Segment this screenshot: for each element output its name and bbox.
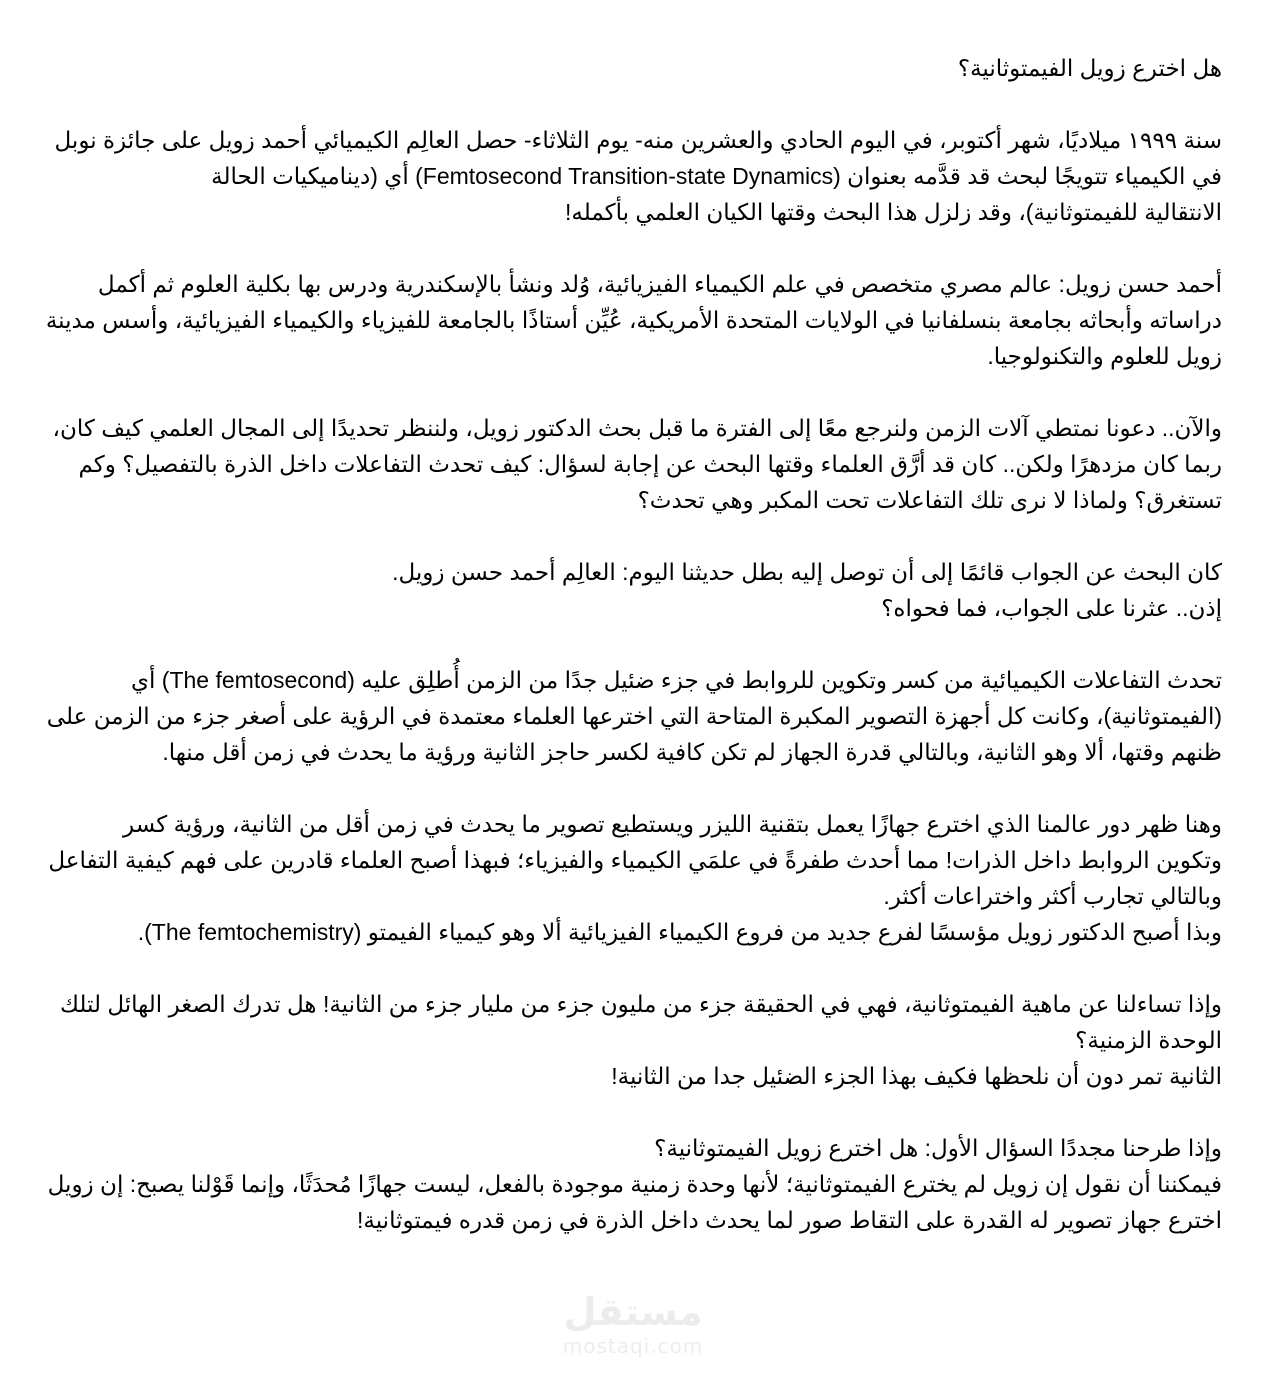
paragraph-line: وتكوين الروابط داخل الذرات! مما أحدث طفرةً في علمَي الكيمياء والفيزياء؛ فبهذا أصبح العلماء قادرين على فهم كيفية التفاعل <box>48 847 1222 873</box>
watermark-domain-text: mostaqi.com <box>562 1334 704 1358</box>
paragraph-line: الوحدة الزمنية؟ <box>1075 1027 1222 1053</box>
paragraph-line: والآن.. دعونا نمتطي آلات الزمن ولنرجع معًا إلى الفترة ما قبل بحث الدكتور زويل، ولننظر تحديدًا إلى المجال العلمي كيف كان، <box>52 415 1222 441</box>
paragraph-line: الثانية تمر دون أن نلحظها فكيف بهذا الجزء الضئيل جدا من الثانية! <box>611 1063 1222 1089</box>
paragraph-line: (الفيمتوثانية)، وكانت كل أجهزة التصوير المكبرة المتاحة التي اخترعها العلماء معتمدة في الرؤية على أصغر جزء من الزمن على <box>46 703 1222 729</box>
paragraph-line: زويل للعلوم والتكنولوجيا. <box>987 343 1222 369</box>
paragraph-line: وإذا طرحنا مجددًا السؤال الأول: هل اخترع زويل الفيمتوثانية؟ <box>654 1135 1222 1161</box>
paragraph-line: كان البحث عن الجواب قائمًا إلى أن توصل إليه بطل حديثنا اليوم: العالِم أحمد حسن زويل. <box>392 559 1222 585</box>
watermark-logo <box>548 1290 718 1370</box>
document-title: هل اخترع زويل الفيمتوثانية؟ <box>957 55 1222 81</box>
paragraph-line: اخترع جهاز تصوير له القدرة على التقاط صور لما يحدث داخل الذرة في زمن قدره فيمتوثانية! <box>357 1207 1222 1233</box>
paragraph-line: تحدث التفاعلات الكيميائية من كسر وتكوين للروابط في جزء ضئيل جدًا من الزمن أُطلِق عليه (The femtosecond) أي <box>131 667 1222 693</box>
paragraph-line: سنة ١٩٩٩ ميلاديًا، شهر أكتوبر، في اليوم الحادي والعشرين منه- يوم الثلاثاء- حصل العالِم الكيميائي أحمد زويل على جائزة نوبل <box>54 127 1222 153</box>
paragraph-line: ظنهم وقتها، ألا وهو الثانية، وبالتالي قدرة الجهاز لم تكن كافية لكسر حاجز الثانية ورؤية ما يحدث في زمن أقل منها. <box>162 739 1222 765</box>
paragraph-line: الانتقالية للفيمتوثانية)، وقد زلزل هذا البحث وقتها الكيان العلمي بأكمله! <box>565 199 1222 225</box>
document-body <box>14 50 1222 1238</box>
paragraph-line: وبذا أصبح الدكتور زويل مؤسسًا لفرع جديد من فروع الكيمياء الفيزيائية ألا وهو كيمياء الفيمتو (The femtochemistry). <box>137 919 1222 945</box>
paragraph-line: وإذا تساءلنا عن ماهية الفيمتوثانية، فهي في الحقيقة جزء من مليون جزء من مليار جزء من الثانية! هل تدرك الصغر الهائل لتلك <box>60 991 1222 1017</box>
paragraph-7 <box>14 986 1222 1094</box>
paragraph-line: إذن.. عثرنا على الجواب، فما فحواه؟ <box>881 595 1222 621</box>
paragraph-2 <box>14 266 1222 374</box>
paragraph-line: وبالتالي تجارب أكثر واختراعات أكثر. <box>883 883 1222 909</box>
paragraph-line: في الكيمياء تتويجًا لبحث قد قدَّمه بعنوان (Femtosecond Transition-state Dynamics) أي (ديناميكيات الحالة <box>211 163 1222 189</box>
paragraph-3 <box>14 410 1222 518</box>
paragraph-1 <box>14 122 1222 230</box>
paragraph-line: دراساته وأبحاثه بجامعة بنسلفانيا في الولايات المتحدة الأمريكية، عُيِّن أستاذًا بالجامعة للفيزياء والكيمياء الفيزيائية، وأسس مدينة <box>45 307 1222 333</box>
paragraph-line: تستغرق؟ ولماذا لا نرى تلك التفاعلات تحت المكبر وهي تحدث؟ <box>637 487 1222 513</box>
paragraph-8 <box>14 1130 1222 1238</box>
paragraph-line: فيمكننا أن نقول إن زويل لم يخترع الفيمتوثانية؛ لأنها وحدة زمنية موجودة بالفعل، ليست جهازًا مُحدَثًا، وإنما قَوْلنا يصبح: إن زويل <box>47 1171 1222 1197</box>
watermark-logo-text: مستقل <box>563 1290 703 1334</box>
paragraph-4 <box>14 554 1222 626</box>
paragraph-line: وهنا ظهر دور عالمنا الذي اخترع جهازًا يعمل بتقنية الليزر ويستطيع تصوير ما يحدث في زمن أقل من الثانية، ورؤية كسر <box>123 811 1222 837</box>
paragraph-line: أحمد حسن زويل: عالم مصري متخصص في علم الكيمياء الفيزيائية، وُلد ونشأ بالإسكندرية ودرس بها بكلية العلوم ثم أكمل <box>97 271 1222 297</box>
paragraph-5 <box>14 662 1222 770</box>
paragraph-line: ربما كان مزدهرًا ولكن.. كان قد أرَّق العلماء وقتها البحث عن إجابة لسؤال: كيف تحدث التفاعلات داخل الذرة بالتفصيل؟ وكم <box>78 451 1222 477</box>
paragraph-6 <box>14 806 1222 950</box>
